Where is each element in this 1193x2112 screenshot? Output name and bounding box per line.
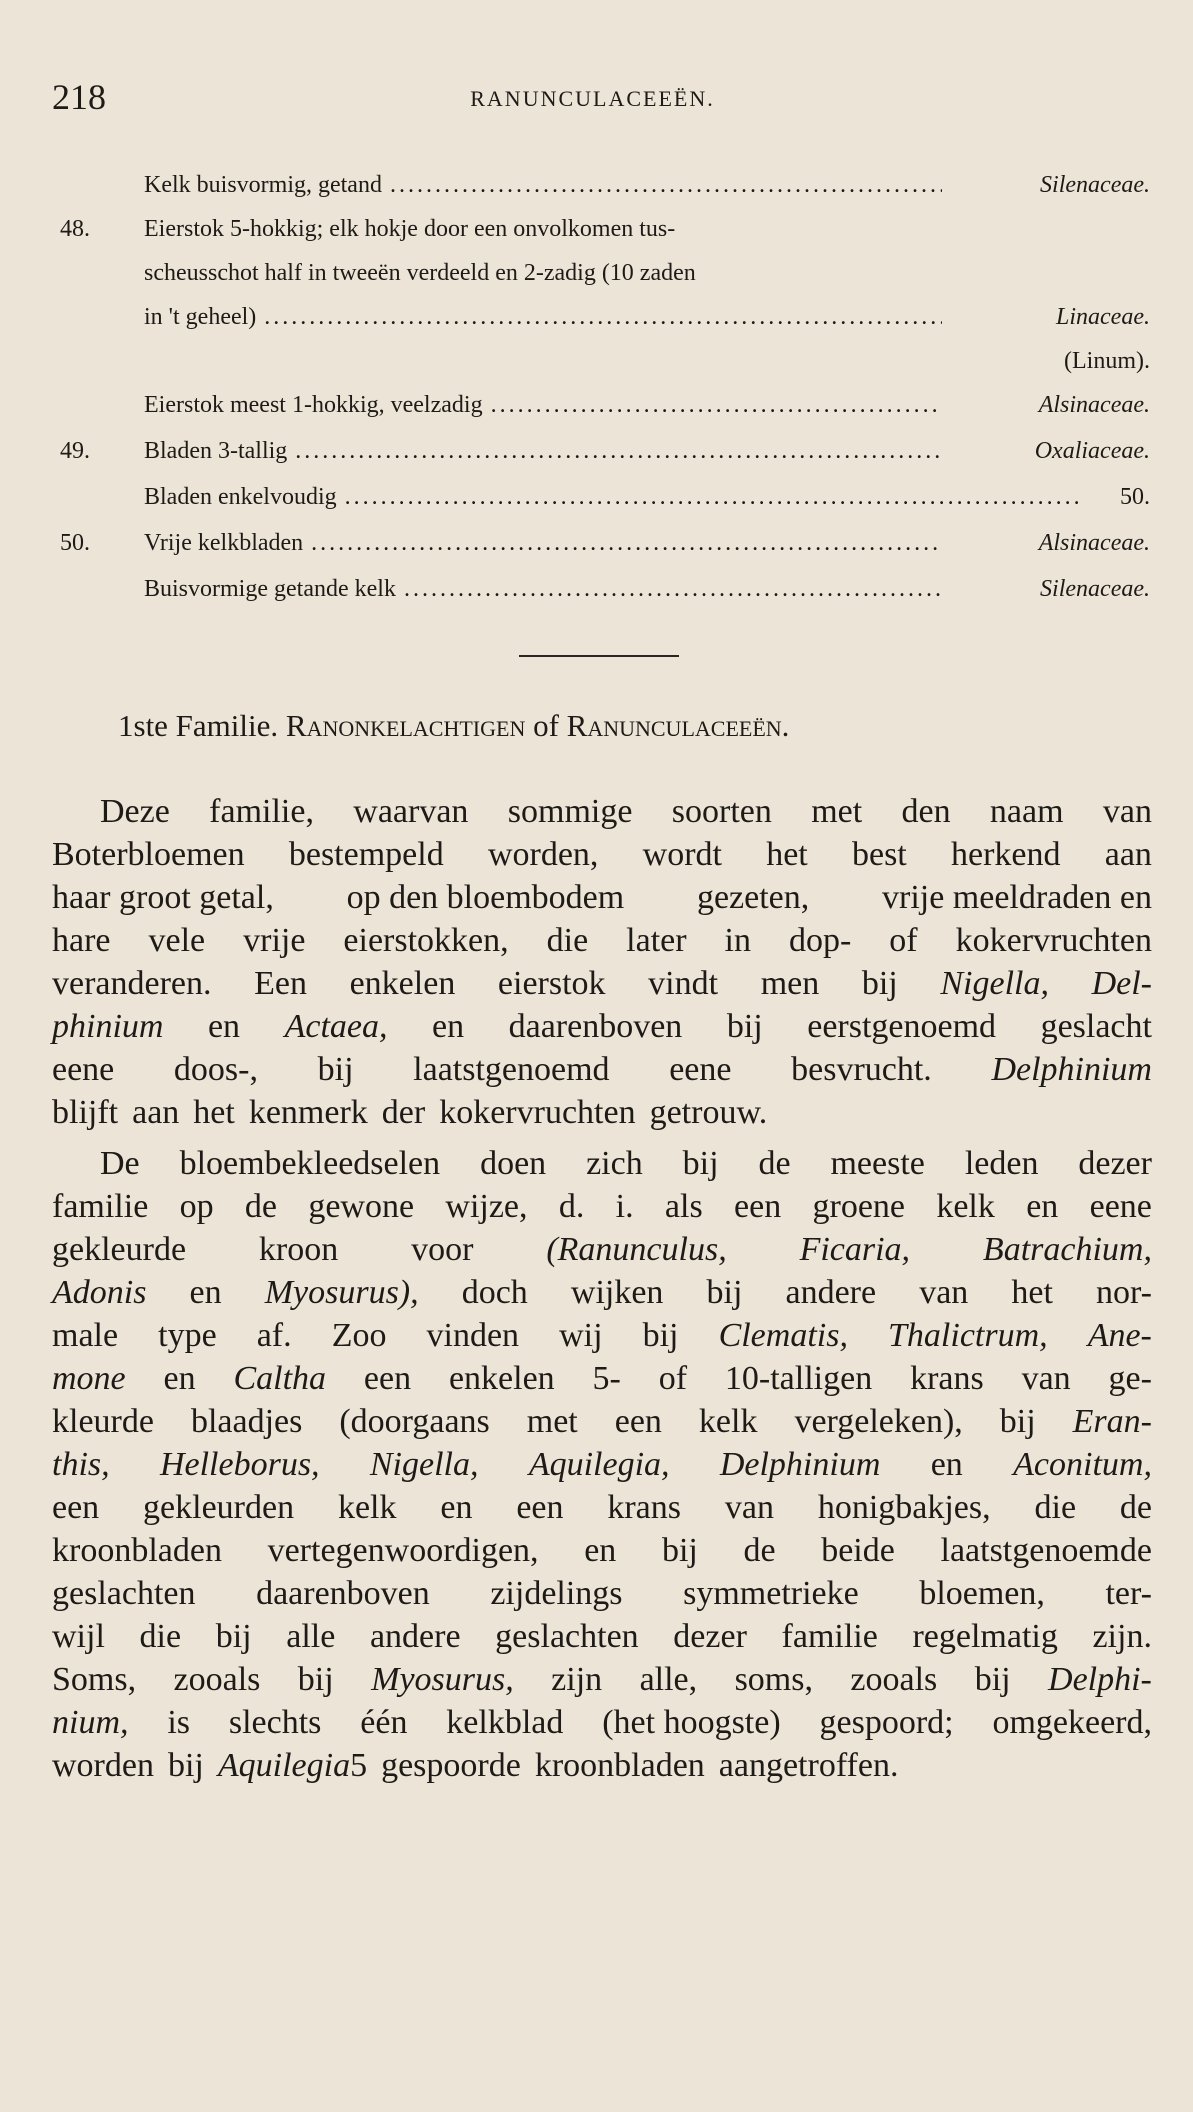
word: gezeten,	[696, 879, 810, 916]
word: naam	[989, 793, 1064, 830]
word: Adonis	[52, 1274, 147, 1311]
word: dezer	[1078, 1145, 1152, 1182]
word: blaadjes	[190, 1403, 303, 1440]
word: daarenboven	[508, 1008, 683, 1045]
word: een	[734, 1188, 782, 1225]
leader-dots	[311, 530, 942, 557]
word: gekleurde	[52, 1231, 187, 1268]
word: kelk	[936, 1188, 995, 1225]
word: één	[360, 1704, 408, 1741]
word: blijft	[52, 1094, 119, 1131]
text-line	[52, 1357, 1152, 1400]
word: of	[889, 922, 918, 959]
word: gespoorde	[381, 1747, 521, 1784]
word: en	[207, 1008, 241, 1045]
text-line	[52, 1744, 1152, 1787]
word: de	[244, 1188, 278, 1225]
word: bloembekleedselen	[179, 1145, 441, 1182]
word: zooals	[173, 1661, 261, 1698]
word: met	[811, 793, 863, 830]
family-connector: of	[533, 708, 559, 743]
leader-dots	[345, 484, 1082, 511]
word: zich	[586, 1145, 643, 1182]
word: en	[163, 1360, 196, 1397]
word: bij	[682, 1145, 719, 1182]
word: doch	[461, 1274, 528, 1311]
word: enkelen	[448, 1360, 555, 1397]
word: der	[381, 1094, 426, 1131]
text-line	[52, 1529, 1152, 1572]
word: dop-	[788, 922, 852, 959]
word: gekleurden	[143, 1489, 295, 1526]
word: Delphinium	[991, 1051, 1152, 1088]
word: sommige	[507, 793, 633, 830]
word: Een	[254, 965, 307, 1002]
word: wijl	[52, 1618, 105, 1655]
word: male	[52, 1317, 119, 1354]
text-line	[52, 1185, 1152, 1228]
word: eene	[52, 1051, 115, 1088]
word: en	[1026, 1188, 1059, 1225]
word: 5	[350, 1747, 368, 1784]
text-line	[52, 1005, 1152, 1048]
word: de	[743, 1532, 776, 1569]
leader-dots	[264, 304, 942, 331]
word: (het hoogste)	[602, 1704, 781, 1741]
text-line	[52, 833, 1152, 876]
text-line	[52, 1443, 1152, 1486]
key-row	[60, 576, 1150, 622]
word: eerstgenoemd	[807, 1008, 997, 1045]
key-result: Alsinaceae.	[1038, 392, 1150, 418]
text-line	[52, 1048, 1152, 1091]
word: Ficaria,	[799, 1231, 911, 1268]
word: Soms,	[52, 1661, 137, 1698]
word: kroonbladen	[52, 1532, 222, 1569]
key-text: Vrije kelkbladen	[144, 530, 304, 556]
word: vindt	[648, 965, 719, 1002]
word: den	[901, 793, 951, 830]
word: bestempeld	[288, 836, 444, 873]
word: Nigella,	[369, 1446, 479, 1483]
word: 5-	[592, 1360, 621, 1397]
word: Delphinium	[719, 1446, 881, 1483]
determination-key	[60, 172, 1150, 622]
word: vergeleken),	[794, 1403, 963, 1440]
word: herkend	[951, 836, 1061, 873]
word: familie,	[209, 793, 314, 830]
family-prefix: 1ste Familie.	[118, 708, 279, 743]
word: zijn.	[1092, 1618, 1152, 1655]
key-result: Alsinaceae.	[1038, 530, 1150, 556]
word: best	[851, 836, 907, 873]
word: van	[1102, 793, 1152, 830]
word: die	[139, 1618, 182, 1655]
key-result: 50.	[1120, 484, 1150, 510]
text-line	[52, 1142, 1152, 1185]
key-text-continuation: in 't geheel)	[144, 304, 257, 330]
word: als	[664, 1188, 703, 1225]
key-result: Silenaceae.	[1040, 576, 1150, 602]
word: kelkblad	[446, 1704, 564, 1741]
word: doos-,	[173, 1051, 258, 1088]
word: waarvan	[353, 793, 469, 830]
word: een	[614, 1403, 662, 1440]
word: krans	[607, 1489, 682, 1526]
word: wij	[559, 1317, 603, 1354]
word: worden,	[487, 836, 599, 873]
body-text	[52, 790, 1152, 1787]
key-text: Bladen 3-tallig	[144, 438, 288, 464]
word: eene	[669, 1051, 732, 1088]
family-name-dutch: Ranonkelachtigen	[285, 708, 526, 743]
word: een	[363, 1360, 412, 1397]
word: andere	[369, 1618, 461, 1655]
word: die	[546, 922, 589, 959]
word: men	[760, 965, 820, 1002]
key-note: (Linum).	[1064, 348, 1150, 374]
word: veranderen.	[52, 965, 212, 1002]
key-row	[60, 530, 1150, 576]
word: gespoord;	[819, 1704, 954, 1741]
word: 10-talligen	[724, 1360, 873, 1397]
leader-dots	[295, 438, 942, 465]
key-row	[60, 216, 1150, 392]
page-number: 218	[52, 77, 106, 117]
word: de	[1119, 1489, 1152, 1526]
word: een	[516, 1489, 564, 1526]
word: enkelen	[349, 965, 456, 1002]
word: een	[52, 1489, 100, 1526]
word: krans	[910, 1360, 984, 1397]
word: kokervruchten	[439, 1094, 636, 1131]
key-number: 50.	[60, 530, 90, 556]
word: geslachten	[52, 1575, 196, 1612]
key-text: Eierstok meest 1-hokkig, veelzadig	[144, 392, 483, 418]
key-result: Silenaceae.	[1040, 172, 1150, 198]
word: vele	[148, 922, 206, 959]
text-line	[52, 1572, 1152, 1615]
word: bij	[317, 1051, 354, 1088]
word: De	[100, 1145, 140, 1182]
word: van	[1021, 1360, 1071, 1397]
word: kelk	[698, 1403, 758, 1440]
word: soorten	[671, 793, 772, 830]
word: op den bloembodem	[346, 879, 625, 916]
word: mone	[52, 1360, 126, 1397]
word: nium,	[52, 1704, 129, 1741]
word: het	[1011, 1274, 1053, 1311]
text-line	[52, 876, 1152, 919]
word: op	[179, 1188, 214, 1225]
word: het	[766, 836, 808, 873]
word: bij	[167, 1747, 204, 1784]
key-text: Bladen enkelvoudig	[144, 484, 337, 510]
word: Myosurus,	[371, 1661, 514, 1698]
word: groene	[812, 1188, 906, 1225]
word: aan	[1104, 836, 1152, 873]
text-line	[52, 962, 1152, 1005]
word: bij	[861, 965, 898, 1002]
word: aangetroffen.	[718, 1747, 899, 1784]
word: besvrucht.	[791, 1051, 932, 1088]
word: ter-	[1105, 1575, 1152, 1612]
word: meeste	[830, 1145, 925, 1182]
family-heading	[118, 708, 1118, 744]
text-line	[52, 1400, 1152, 1443]
word: beide	[821, 1532, 895, 1569]
key-number: 48.	[60, 216, 90, 242]
word: andere	[785, 1274, 877, 1311]
word: van	[919, 1274, 969, 1311]
word: aan	[132, 1094, 180, 1131]
text-line	[52, 790, 1152, 833]
word: Thalictrum,	[888, 1317, 1048, 1354]
word: kroon	[258, 1231, 339, 1268]
word: Boterbloemen	[52, 836, 245, 873]
word: haar groot getal,	[52, 879, 274, 916]
word: bij	[726, 1008, 763, 1045]
word: en	[189, 1274, 222, 1311]
word: eierstokken,	[343, 922, 509, 959]
word: worden	[52, 1747, 154, 1784]
word: leden	[964, 1145, 1039, 1182]
word: en	[440, 1489, 473, 1526]
leader-dots	[491, 392, 942, 419]
word: bij	[706, 1274, 743, 1311]
word: Eran-	[1072, 1403, 1152, 1440]
word: of	[658, 1360, 688, 1397]
word: is	[167, 1704, 191, 1741]
word: geslachten	[495, 1618, 639, 1655]
word: Delphi-	[1048, 1661, 1152, 1698]
family-name-latin: Ranunculaceeën.	[566, 708, 790, 743]
word: kleurde	[52, 1403, 154, 1440]
word: doen	[480, 1145, 547, 1182]
word: bij	[999, 1403, 1036, 1440]
word: Batrachium,	[982, 1231, 1152, 1268]
word: d.	[558, 1188, 585, 1225]
word: i.	[615, 1188, 634, 1225]
word: hare	[52, 922, 111, 959]
word: laatstgenoemd	[413, 1051, 610, 1088]
word: bij	[215, 1618, 252, 1655]
key-result: Oxaliaceae.	[1034, 438, 1150, 464]
word: Actaea,	[284, 1008, 388, 1045]
word: bij	[297, 1661, 334, 1698]
text-line	[52, 1314, 1152, 1357]
word: eierstok	[497, 965, 606, 1002]
word: getrouw.	[649, 1094, 768, 1131]
text-line	[52, 1228, 1152, 1271]
word: Aquilegia	[217, 1747, 351, 1784]
word: alle	[286, 1618, 336, 1655]
text-line	[52, 1091, 1152, 1134]
word: en	[432, 1008, 465, 1045]
word: (Ranunculus,	[546, 1231, 727, 1268]
word: ge-	[1108, 1360, 1152, 1397]
text-line	[52, 1486, 1152, 1529]
word: vrije meeldraden en	[882, 879, 1152, 916]
word: phinium	[52, 1008, 164, 1045]
key-row	[60, 438, 1150, 484]
word: kokervruchten	[955, 922, 1152, 959]
leader-dots	[404, 576, 942, 603]
word: met	[526, 1403, 578, 1440]
word: daarenboven	[256, 1575, 430, 1612]
word: van	[724, 1489, 774, 1526]
word: af.	[256, 1317, 292, 1354]
word: this,	[52, 1446, 110, 1483]
word: (doorgaans	[339, 1403, 490, 1440]
key-text: Kelk buisvormig, getand	[144, 172, 382, 198]
word: eene	[1089, 1188, 1152, 1225]
word: die	[1034, 1489, 1077, 1526]
word: de	[758, 1145, 791, 1182]
key-text-continuation: scheusschot half in tweeën verdeeld en 2-zadig (10 zaden	[144, 260, 696, 286]
word: alle,	[639, 1661, 698, 1698]
word: laatstgenoemde	[940, 1532, 1152, 1569]
word: slechts	[228, 1704, 322, 1741]
word: voor	[411, 1231, 474, 1268]
word: Ane-	[1087, 1317, 1152, 1354]
word: gewone	[308, 1188, 415, 1225]
key-number: 49.	[60, 438, 90, 464]
word: Aconitum,	[1013, 1446, 1152, 1483]
word: in	[724, 922, 751, 959]
word: vinden	[426, 1317, 520, 1354]
word: symmetrieke	[683, 1575, 859, 1612]
word: bij	[642, 1317, 679, 1354]
word: Helleborus,	[159, 1446, 320, 1483]
key-text: Buisvormige getande kelk	[144, 576, 396, 602]
word: bij	[974, 1661, 1011, 1698]
word: kelk	[337, 1489, 397, 1526]
word: en	[584, 1532, 617, 1569]
word: Aquilegia,	[528, 1446, 670, 1483]
word: zooals	[850, 1661, 938, 1698]
key-result: Linaceae.	[1056, 304, 1150, 330]
word: Del-	[1091, 965, 1152, 1002]
word: omgekeerd,	[992, 1704, 1152, 1741]
running-title: RANUNCULACEEËN.	[470, 86, 715, 111]
text-line	[52, 1615, 1152, 1658]
text-line	[52, 919, 1152, 962]
word: Deze	[100, 793, 170, 830]
text-line	[52, 1701, 1152, 1744]
word: later	[626, 922, 687, 959]
word: kenmerk	[248, 1094, 368, 1131]
word: vrije	[243, 922, 306, 959]
word: dezer	[673, 1618, 747, 1655]
word: familie	[781, 1618, 878, 1655]
word: bij	[661, 1532, 698, 1569]
word: familie	[52, 1188, 149, 1225]
word: soms,	[734, 1661, 813, 1698]
word: kroonbladen	[534, 1747, 705, 1784]
word: wijze,	[445, 1188, 528, 1225]
word: Clematis,	[718, 1317, 848, 1354]
word: Nigella,	[940, 965, 1049, 1002]
word: bloemen,	[919, 1575, 1045, 1612]
section-divider	[519, 655, 679, 657]
word: en	[930, 1446, 963, 1483]
text-line	[52, 1658, 1152, 1701]
word: geslacht	[1040, 1008, 1152, 1045]
word: honigbakjes,	[817, 1489, 991, 1526]
word: Caltha	[233, 1360, 327, 1397]
word: zijn	[551, 1661, 603, 1698]
word: Zoo	[331, 1317, 387, 1354]
word: wordt	[642, 836, 722, 873]
key-row	[60, 484, 1150, 530]
word: type	[158, 1317, 217, 1354]
word: nor-	[1095, 1274, 1152, 1311]
word: regelmatig	[912, 1618, 1058, 1655]
word: vertegenwoordigen,	[267, 1532, 539, 1569]
key-row	[60, 392, 1150, 438]
leader-dots	[390, 172, 942, 199]
key-text: Eierstok 5-hokkig; elk hokje door een onvolkomen tus-	[144, 216, 676, 242]
word: zijdelings	[490, 1575, 623, 1612]
word: Myosurus),	[264, 1274, 419, 1311]
word: het	[193, 1094, 235, 1131]
word: wijken	[570, 1274, 664, 1311]
text-line	[52, 1271, 1152, 1314]
running-head	[52, 76, 1133, 120]
key-row	[60, 172, 1150, 216]
